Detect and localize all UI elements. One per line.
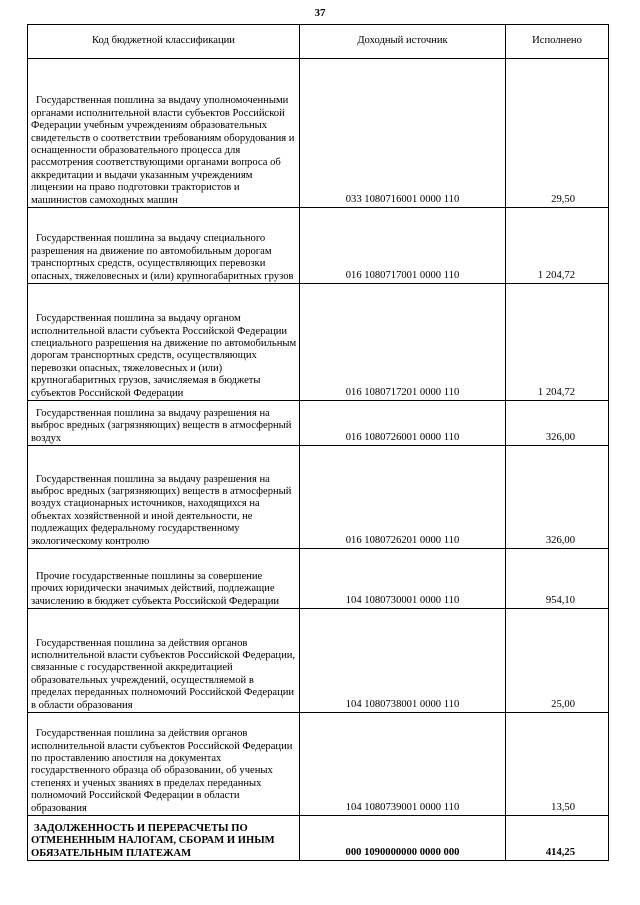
header-income-source: Доходный источник xyxy=(300,25,506,59)
row-name: Государственная пошлина за выдачу органом исполнительной власти субъекта Российской Федерации специального разрешения на движение по автомобильным дорогам транспортных средств, осуществляющих перевозки опасных, тяжеловесных и (или) крупногабаритных грузов, зачисляемая в бюджеты субъектов Российской Федерации xyxy=(28,284,300,401)
page-number: 37 xyxy=(314,7,326,19)
row-amount: 13,50 xyxy=(506,713,609,816)
header-executed: Исполнено xyxy=(506,25,609,59)
table-row xyxy=(28,609,609,713)
table-row xyxy=(28,284,609,401)
row-amount: 326,00 xyxy=(506,446,609,549)
row-name: ЗАДОЛЖЕННОСТЬ И ПЕРЕРАСЧЕТЫ ПО ОТМЕНЕННЫМ НАЛОГАМ, СБОРАМ И ИНЫМ ОБЯЗАТЕЛЬНЫМ ПЛАТЕЖАМ xyxy=(28,816,300,861)
table-row xyxy=(28,713,609,816)
row-name: Государственная пошлина за выдачу специального разрешения на движение по автомобильным дорогам транспортных средств, осуществляющих перевозки опасных, тяжеловесных и (или) крупногабаритных грузов xyxy=(28,208,300,284)
row-code: 016 1080726001 0000 110 xyxy=(300,401,506,446)
table-row xyxy=(28,401,609,446)
row-code: 016 1080717201 0000 110 xyxy=(300,284,506,401)
row-code: 000 1090000000 0000 000 xyxy=(300,816,506,861)
row-name: Прочие государственные пошлины за совершение прочих юридически значимых действий, подлежащие зачислению в бюджет субъекта Российской Федерации xyxy=(28,549,300,609)
row-name: Государственная пошлина за выдачу разрешения на выброс вредных (загрязняющих) веществ в атмосферный воздух стационарных источников, находящихся на объектах хозяйственной и иной деятельности, не подлежащих федеральному государственному экологическому контролю xyxy=(28,446,300,549)
row-name: Государственная пошлина за действия органов исполнительной власти субъектов Российской Федерации по проставлению апостиля на документах государственного образца об образовании, об ученых степенях и ученых званиях в пределах переданных полномочий Российской Федерации в области образования xyxy=(28,713,300,816)
row-code: 033 1080716001 0000 110 xyxy=(300,59,506,208)
row-code: 016 1080726201 0000 110 xyxy=(300,446,506,549)
row-code: 104 1080739001 0000 110 xyxy=(300,713,506,816)
row-amount: 326,00 xyxy=(506,401,609,446)
table-row xyxy=(28,549,609,609)
row-name: Государственная пошлина за выдачу разрешения на выброс вредных (загрязняющих) веществ в атмосферный воздух xyxy=(28,401,300,446)
row-name: Государственная пошлина за выдачу уполномоченными органами исполнительной власти субъектов Российской Федерации учебным учреждениям образовательных свидетельств о соответствии требованиям оборудования и оснащенности образовательного процесса для рассмотрения соответствующими органами вопроса об аккредитации и выдачи указанным учреждениям лицензии на право подготовки трактористов и машинистов самоходных машин xyxy=(28,59,300,208)
row-amount: 29,50 xyxy=(506,59,609,208)
header-classification-code: Код бюджетной классификации xyxy=(28,25,300,59)
row-amount: 25,00 xyxy=(506,609,609,713)
table-header-row xyxy=(28,25,609,59)
row-amount: 414,25 xyxy=(506,816,609,861)
table-row xyxy=(28,59,609,208)
row-name: Государственная пошлина за действия органов исполнительной власти субъектов Российской Федерации, связанные с государственной аккредитацией образовательных учреждений, осуществляемой в пределах переданных полномочий Российской Федерации в области образования xyxy=(28,609,300,713)
row-amount: 1 204,72 xyxy=(506,208,609,284)
table-row-total xyxy=(28,816,609,861)
row-code: 016 1080717001 0000 110 xyxy=(300,208,506,284)
row-code: 104 1080730001 0000 110 xyxy=(300,549,506,609)
budget-table xyxy=(27,24,609,861)
table-row xyxy=(28,446,609,549)
row-amount: 954,10 xyxy=(506,549,609,609)
row-amount: 1 204,72 xyxy=(506,284,609,401)
table-row xyxy=(28,208,609,284)
row-code: 104 1080738001 0000 110 xyxy=(300,609,506,713)
